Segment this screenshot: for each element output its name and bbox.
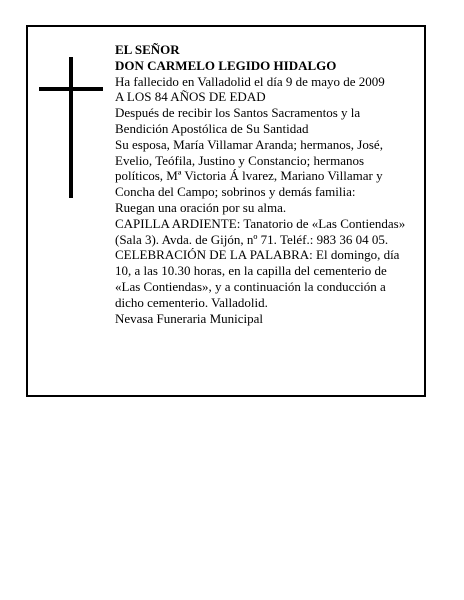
- age-line: A LOS 84 AÑOS DE EDAD: [115, 89, 266, 105]
- deceased-name: DON CARMELO LEGIDO HIDALGO: [115, 57, 337, 73]
- honorific-line: EL SEÑOR: [115, 42, 180, 57]
- family-line-1: Su esposa, María Villamar Aranda; hermanos, José,: [115, 136, 383, 152]
- family-line-4: Concha del Campo; sobrinos y demás familia:: [115, 184, 356, 200]
- cross-icon-crossbar: [39, 87, 103, 91]
- obituary-notice: [26, 25, 426, 397]
- family-line-3: políticos, Mª Victoria Á lvarez, Mariano Villamar y: [115, 168, 383, 184]
- sacraments-line-2: Bendición Apostólica de Su Santidad: [115, 120, 309, 136]
- chapel-line-2: (Sala 3). Avda. de Gijón, nº 71. Teléf.: 983 36 04 05.: [115, 231, 389, 247]
- cross-icon: [69, 57, 73, 198]
- notice-body: [115, 42, 425, 326]
- funeral-home-line: Nevasa Funeraria Municipal: [115, 310, 264, 326]
- prayer-request-line: Ruegan una oración por su alma.: [115, 199, 287, 215]
- chapel-line-1: CAPILLA ARDIENTE: Tanatorio de «Las Contiendas»: [115, 215, 406, 231]
- ceremony-line-4: dicho cementerio. Valladolid.: [115, 294, 268, 310]
- ceremony-line-3: «Las Contiendas», y a continuación la conducción a: [115, 278, 386, 294]
- sacraments-line-1: Después de recibir los Santos Sacramentos y la: [115, 105, 361, 121]
- ceremony-line-2: 10, a las 10.30 horas, en la capilla del cementerio de: [115, 263, 387, 279]
- ceremony-line-1: CELEBRACIÓN DE LA PALABRA: El domingo, día: [115, 247, 400, 263]
- death-date-line: Ha fallecido en Valladolid el día 9 de mayo de 2009: [115, 73, 385, 89]
- family-line-2: Evelio, Teófila, Justino y Constancio; hermanos: [115, 152, 365, 168]
